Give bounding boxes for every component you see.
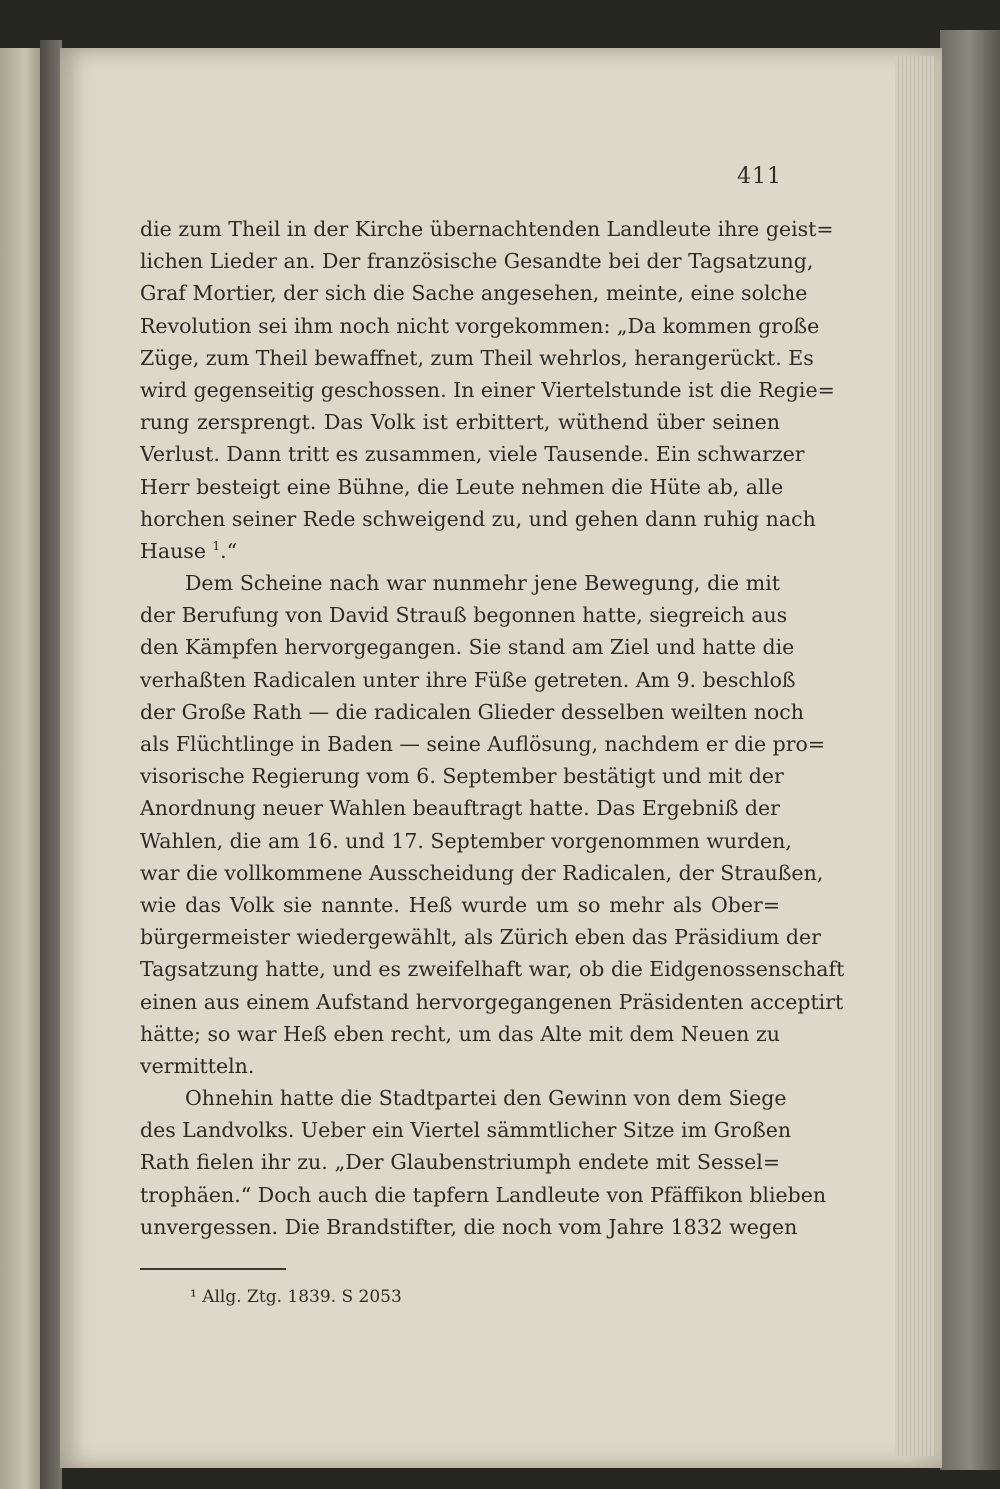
text-line: einen aus einem Aufstand hervorgegangenen Präsidenten acceptirt	[140, 989, 844, 1014]
book-cover-edge	[940, 30, 1000, 1470]
text-line: Graf Mortier, der sich die Sache angesehen, meinte, eine solche	[140, 281, 808, 306]
body-text	[140, 213, 845, 1243]
text-line: der Berufung von David Strauß begonnen hatte, siegreich aus	[140, 603, 788, 628]
text-line: rung zersprengt. Das Volk ist erbittert, wüthend über seinen	[140, 410, 780, 435]
text-line: wird gegenseitig geschossen. In einer Viertelstunde ist die Regie=	[140, 377, 835, 402]
text-line: Anordnung neuer Wahlen beauftragt hatte. Das Ergebniß der	[140, 796, 780, 821]
text-line: als Flüchtlinge in Baden — seine Auflösung, nachdem er die pro=	[140, 732, 826, 756]
left-page-edge	[0, 48, 42, 1489]
text-line: der Große Rath — die radicalen Glieder desselben weilten noch	[140, 699, 804, 724]
text-line: die zum Theil in der Kirche übernachtenden Landleute ihre geist=	[140, 217, 834, 241]
text-line: wie das Volk sie nannte. Heß wurde um so mehr als Ober=	[140, 892, 780, 917]
footnote-rule	[140, 1268, 286, 1270]
text-line-quote-end	[140, 535, 780, 567]
text-line: Ohnehin hatte die Stadtpartei den Gewinn von dem Siege	[185, 1086, 787, 1111]
text-line: bürgermeister wiedergewählt, als Zürich eben das Präsidium der	[140, 925, 821, 950]
text-line: Tagsatzung hatte, und es zweifelhaft war, ob die Eidgenossenschaft	[140, 957, 845, 982]
text-line: vermitteln.	[140, 1053, 255, 1078]
quote-close: .“	[220, 538, 238, 563]
text-line: trophäen.“ Doch auch die tapfern Landleute von Pfäffikon blieben	[140, 1182, 827, 1207]
footnote-reference: 1	[212, 539, 221, 554]
text-line: Rath fielen ihr zu. „Der Glaubenstriumph endete mit Sessel=	[140, 1150, 780, 1175]
text-line: horchen seiner Rede schweigend zu, und gehen dann ruhig nach	[140, 506, 816, 531]
text-line: Dem Scheine nach war nunmehr jene Bewegung, die mit	[185, 571, 780, 596]
page-stack-edge	[895, 56, 935, 1456]
text-line: Verlust. Dann tritt es zusammen, viele Tausende. Ein schwarzer	[140, 442, 805, 467]
text-line: lichen Lieder an. Der französische Gesandte bei der Tagsatzung,	[140, 249, 814, 274]
text-line: Herr besteigt eine Bühne, die Leute nehmen die Hüte ab, alle	[140, 474, 784, 499]
text-line: war die vollkommene Ausscheidung der Radicalen, der Straußen,	[140, 860, 824, 885]
text-line: des Landvolks. Ueber ein Viertel sämmtlicher Sitze im Großen	[140, 1118, 792, 1143]
text-line: unvergessen. Die Brandstifter, die noch vom Jahre 1832 wegen	[140, 1214, 798, 1239]
page-number: 411	[737, 164, 782, 189]
text-line: Revolution sei ihm noch nicht vorgekommen: „Da kommen große	[140, 313, 820, 338]
text-line: verhaßten Radicalen unter ihre Füße getreten. Am 9. beschloß	[140, 667, 796, 692]
text-line: Wahlen, die am 16. und 17. September vorgenommen wurden,	[140, 828, 792, 853]
text-line: Hause	[140, 538, 206, 563]
text-line: hätte; so war Heß eben recht, um das Alte mit dem Neuen zu	[140, 1021, 780, 1046]
text-line: visorische Regierung vom 6. September bestätigt und mit der	[140, 764, 784, 789]
footnote: ¹ Allg. Ztg. 1839. S 2053	[190, 1287, 402, 1307]
book-gutter	[40, 40, 62, 1489]
text-line: Züge, zum Theil bewaffnet, zum Theil wehrlos, herangerückt. Es	[140, 345, 814, 370]
text-line: den Kämpfen hervorgegangen. Sie stand am Ziel und hatte die	[140, 635, 795, 660]
